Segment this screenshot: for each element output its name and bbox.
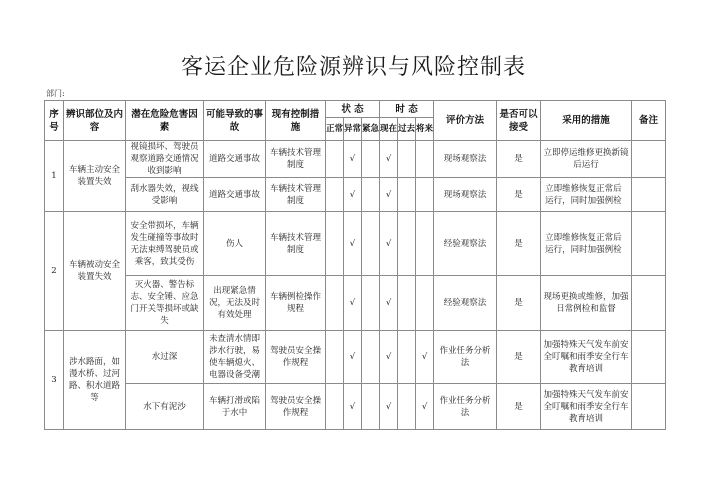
header-tense-past: 过去 [398, 118, 416, 141]
cell-tense-present: √ [380, 331, 398, 384]
cell-state-emergency [362, 212, 380, 276]
cell-remarks [632, 384, 666, 430]
cell-tense-future: √ [416, 384, 434, 430]
cell-tense-past [398, 212, 416, 276]
cell-location: 车辆主动安全装置失效 [64, 141, 126, 212]
cell-control: 车辆技术管理制度 [266, 178, 326, 212]
cell-state-abnormal: √ [344, 141, 362, 178]
cell-location: 涉水路面，如漫水桥、过河路、积水道路等 [64, 331, 126, 430]
cell-seq: 1 [45, 141, 64, 212]
cell-state-normal [326, 384, 344, 430]
cell-state-normal [326, 331, 344, 384]
document-title: 客运企业危险源辨识与风险控制表 [180, 55, 526, 80]
cell-method: 现场观察法 [434, 178, 497, 212]
header-remarks: 备注 [632, 101, 666, 141]
cell-tense-present: √ [380, 384, 398, 430]
header-state-emergency: 紧急 [362, 118, 380, 141]
cell-acceptable: 是 [497, 141, 541, 178]
cell-state-abnormal: √ [344, 331, 362, 384]
cell-tense-past [398, 384, 416, 430]
cell-tense-future [416, 178, 434, 212]
cell-remarks [632, 141, 666, 178]
header-accident: 可能导致的事故 [204, 101, 266, 141]
cell-tense-future: √ [416, 331, 434, 384]
cell-state-abnormal: √ [344, 212, 362, 276]
cell-state-emergency [362, 384, 380, 430]
cell-remarks [632, 331, 666, 384]
header-hazard: 潜在危险危害因素 [126, 101, 204, 141]
cell-control: 驾驶员安全操作规程 [266, 384, 326, 430]
risk-control-table [44, 100, 666, 430]
cell-state-abnormal: √ [344, 384, 362, 430]
cell-accident: 伤人 [204, 212, 266, 276]
header-control: 现有控制措施 [266, 101, 326, 141]
header-tense-future: 将来 [416, 118, 434, 141]
cell-control: 车辆技术管理制度 [266, 212, 326, 276]
cell-control: 车辆例检操作规程 [266, 276, 326, 331]
cell-accident: 车辆打滑或陷于水中 [204, 384, 266, 430]
cell-tense-present: √ [380, 276, 398, 331]
cell-control: 车辆技术管理制度 [266, 141, 326, 178]
cell-acceptable: 是 [497, 178, 541, 212]
table-row [45, 212, 666, 276]
cell-tense-future [416, 141, 434, 178]
cell-remarks [632, 178, 666, 212]
cell-method: 作业任务分析法 [434, 384, 497, 430]
cell-seq: 3 [45, 331, 64, 430]
cell-tense-past [398, 331, 416, 384]
cell-acceptable: 是 [497, 331, 541, 384]
header-tense: 时 态 [380, 101, 434, 118]
cell-method: 作业任务分析法 [434, 331, 497, 384]
cell-remarks [632, 212, 666, 276]
header-state-normal: 正常 [326, 118, 344, 141]
header-state-abnormal: 异常 [344, 118, 362, 141]
header-state: 状 态 [326, 101, 380, 118]
cell-hazard: 灭火器、警告标志、安全锤、应急门开关等损坏或缺失 [126, 276, 204, 331]
cell-location: 车辆被动安全装置失效 [64, 212, 126, 331]
cell-hazard: 水过深 [126, 331, 204, 384]
cell-state-normal [326, 141, 344, 178]
cell-accident: 出现紧急情况，无法及时有效处理 [204, 276, 266, 331]
cell-method: 经验观察法 [434, 212, 497, 276]
header-measures: 采用的措施 [541, 101, 632, 141]
header-method: 评价方法 [434, 101, 497, 141]
header-location: 辨识部位及内容 [64, 101, 126, 141]
cell-state-emergency [362, 331, 380, 384]
cell-state-emergency [362, 178, 380, 212]
cell-measures: 加强特殊天气发车前安全叮嘱和雨季安全行车教育培训 [541, 331, 632, 384]
cell-control: 驾驶员安全操作规程 [266, 331, 326, 384]
cell-tense-past [398, 178, 416, 212]
cell-tense-past [398, 276, 416, 331]
cell-hazard: 安全带损坏，车辆发生碰撞等事故时无法束缚驾驶员或乘客，致其受伤 [126, 212, 204, 276]
cell-accident: 道路交通事故 [204, 178, 266, 212]
cell-measures: 立即停运维修更换新镜后运行 [541, 141, 632, 178]
cell-state-normal [326, 212, 344, 276]
cell-tense-present: √ [380, 178, 398, 212]
cell-method: 经验观察法 [434, 276, 497, 331]
table-row [45, 276, 666, 331]
cell-hazard: 水下有泥沙 [126, 384, 204, 430]
table-row [45, 331, 666, 384]
cell-acceptable: 是 [497, 384, 541, 430]
cell-tense-future [416, 212, 434, 276]
table-row [45, 384, 666, 430]
cell-tense-present: √ [380, 141, 398, 178]
table-row [45, 141, 666, 178]
cell-hazard: 刮水器失效，视线受影响 [126, 178, 204, 212]
header-seq: 序号 [45, 101, 64, 141]
table-row [45, 178, 666, 212]
cell-state-abnormal: √ [344, 276, 362, 331]
cell-state-abnormal: √ [344, 178, 362, 212]
cell-state-emergency [362, 276, 380, 331]
cell-measures: 现场更换或维修，加强日常例检和监督 [541, 276, 632, 331]
header-acceptable: 是否可以接受 [497, 101, 541, 141]
cell-state-normal [326, 276, 344, 331]
cell-measures: 加强特殊天气发车前安全叮嘱和雨季安全行车教育培训 [541, 384, 632, 430]
cell-seq: 2 [45, 212, 64, 331]
cell-remarks [632, 276, 666, 331]
cell-tense-future [416, 276, 434, 331]
cell-tense-present: √ [380, 212, 398, 276]
cell-acceptable: 是 [497, 276, 541, 331]
cell-state-normal [326, 178, 344, 212]
cell-measures: 立即维修恢复正常后运行，同时加强例检 [541, 212, 632, 276]
cell-acceptable: 是 [497, 212, 541, 276]
cell-measures: 立即维修恢复正常后运行，同时加强例检 [541, 178, 632, 212]
cell-accident: 未查清水情即涉水行驶，易使车辆熄火、电器设备受潮 [204, 331, 266, 384]
cell-state-emergency [362, 141, 380, 178]
cell-method: 现场观察法 [434, 141, 497, 178]
cell-accident: 道路交通事故 [204, 141, 266, 178]
header-tense-present: 现在 [380, 118, 398, 141]
cell-hazard: 视镜损坏、驾驶员观察道路交通情况收到影响 [126, 141, 204, 178]
department-label: 部门: [46, 89, 65, 98]
cell-tense-past [398, 141, 416, 178]
